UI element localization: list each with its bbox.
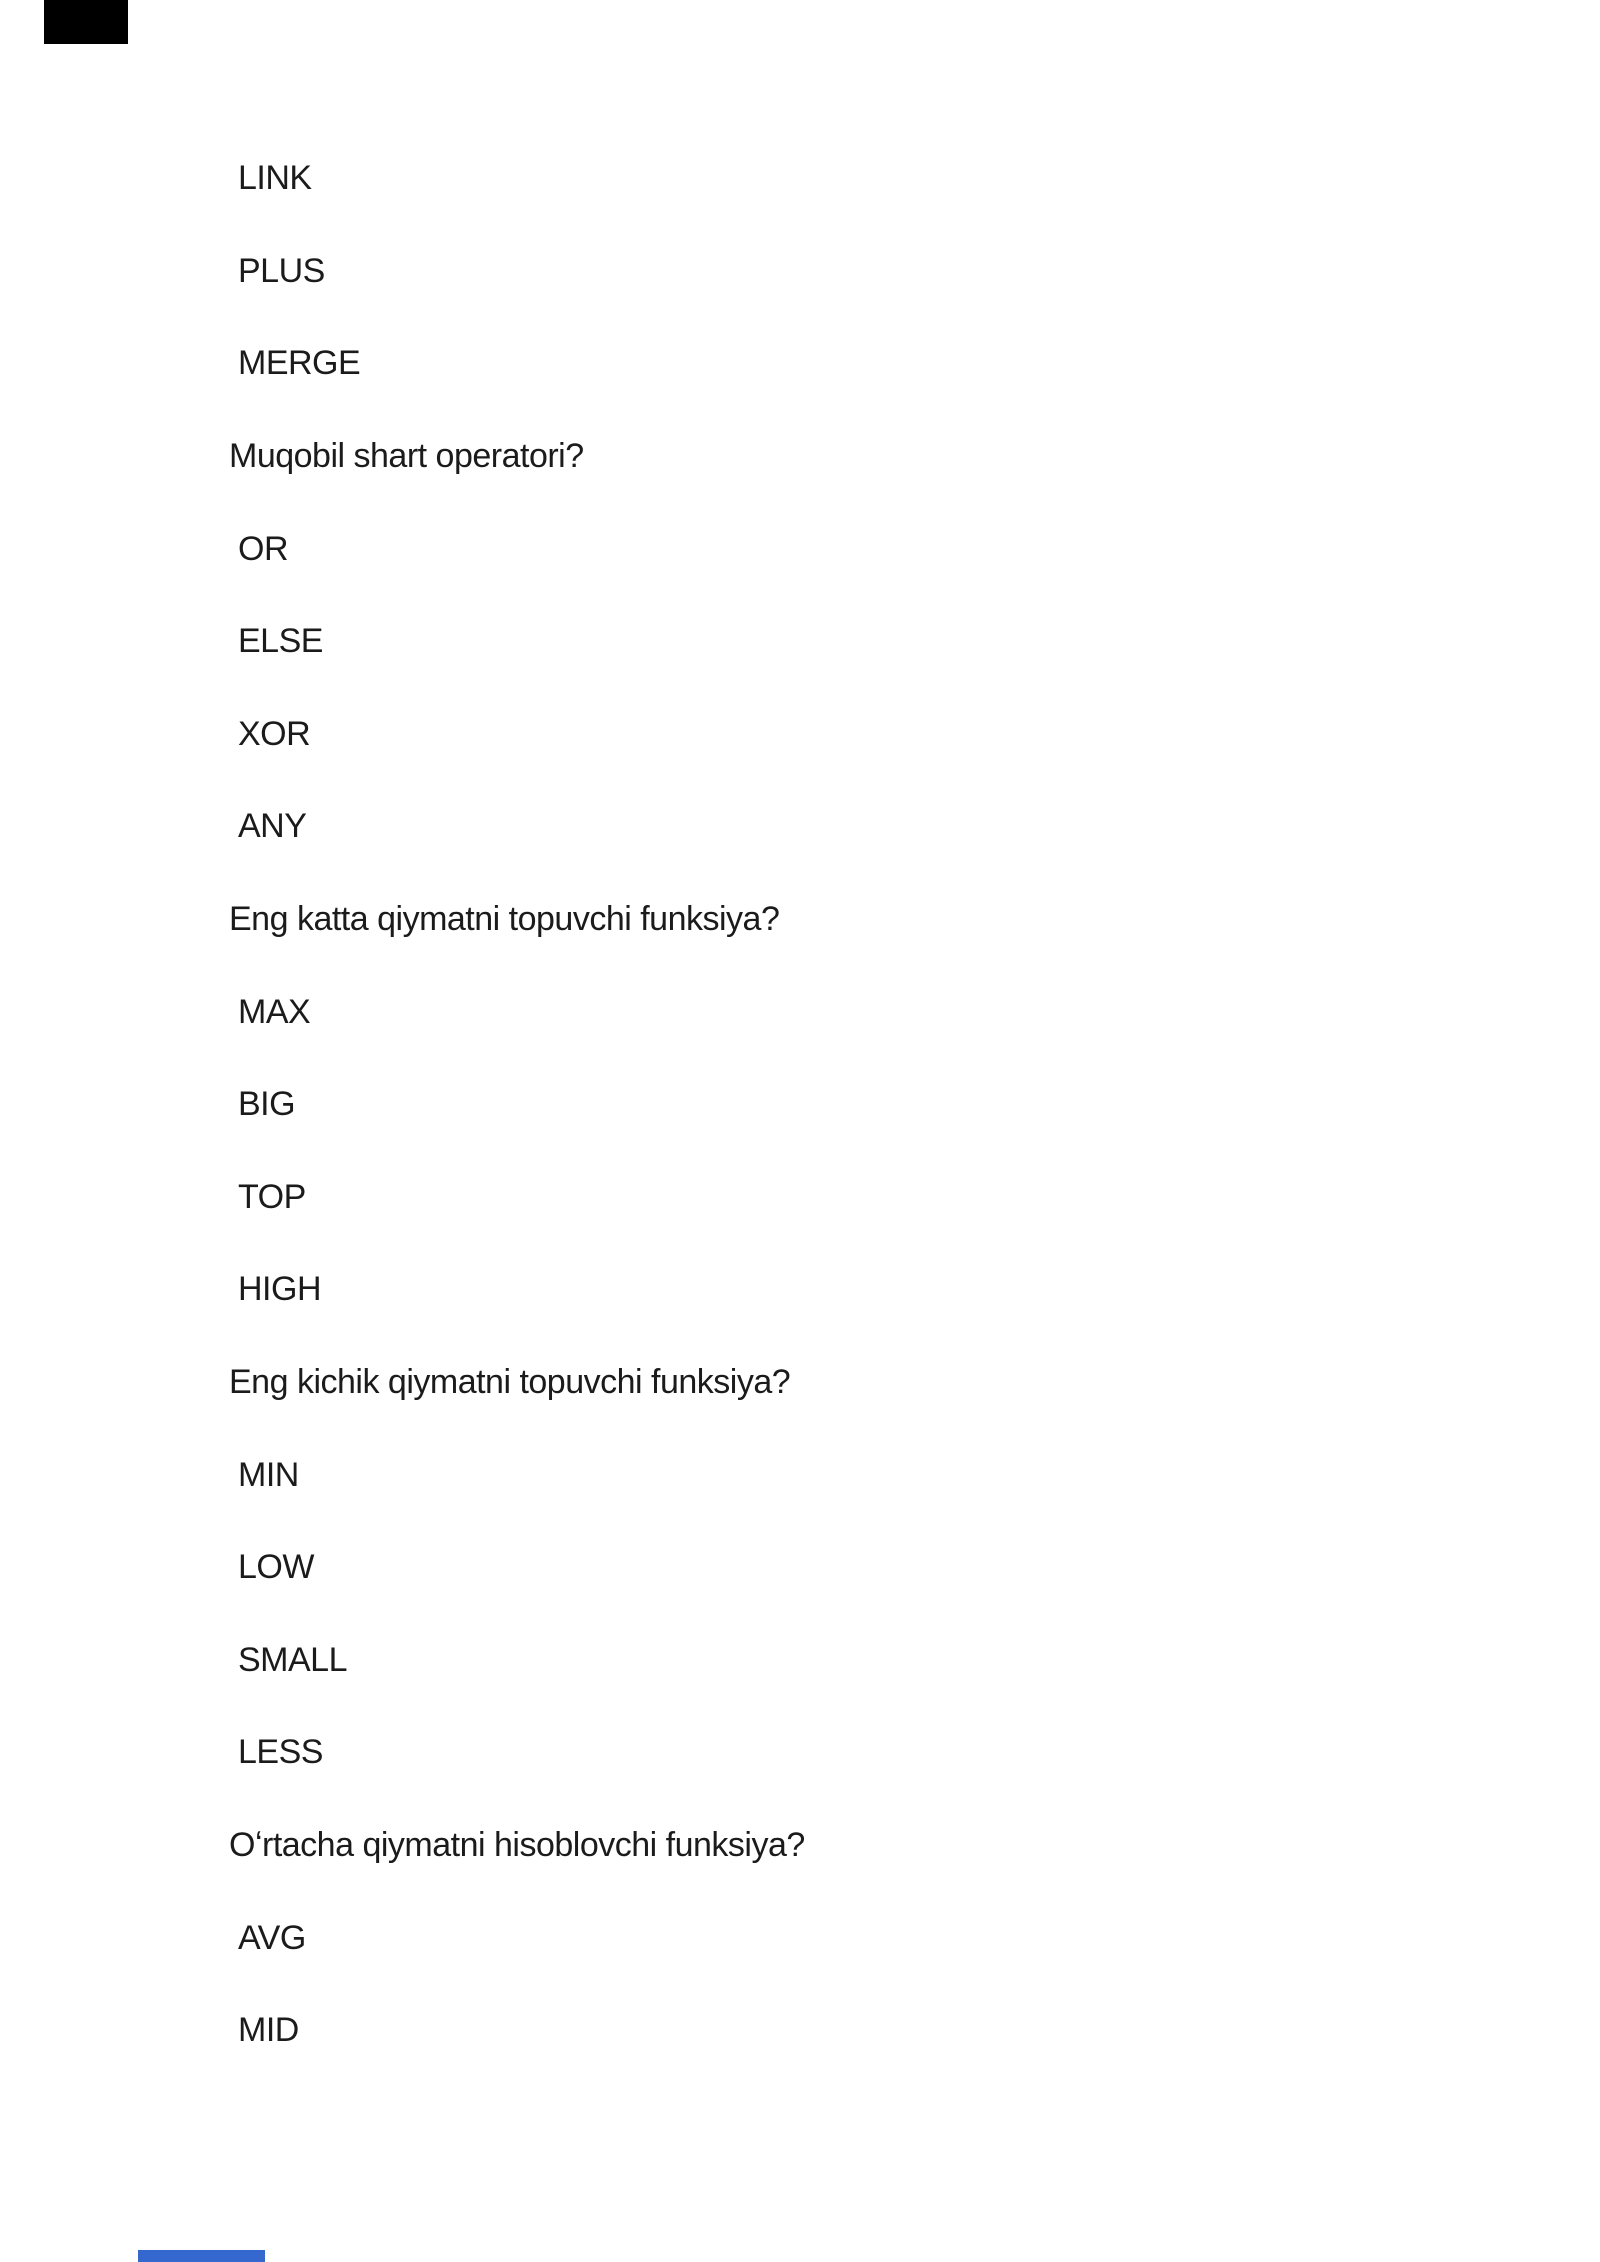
answer-option: AVG [238,1918,306,1957]
answer-option: LESS [238,1733,323,1772]
question-text: Muqobil shart operatori? [229,437,584,476]
answer-option: PLUS [238,251,325,290]
question-text: Eng katta qiymatni topuvchi funksiya? [229,900,780,939]
question-text: Oʻrtacha qiymatni hisoblovchi funksiya? [229,1825,805,1864]
answer-option: TOP [238,1177,306,1216]
answer-option: OR [238,529,288,568]
answer-option: ANY [238,807,307,846]
top-left-black-box [44,0,128,44]
answer-option: BIG [238,1085,296,1124]
quiz-lines [0,132,1600,2076]
answer-option: LOW [238,1548,314,1587]
answer-option: MID [238,2011,299,2050]
answer-option: MERGE [238,344,361,383]
answer-option: HIGH [238,1270,321,1309]
question-text: Eng kichik qiymatni topuvchi funksiya? [229,1363,791,1402]
answer-option: ELSE [238,622,323,661]
answer-option: MAX [238,992,311,1031]
answer-option: LINK [238,159,312,198]
answer-option: XOR [238,714,311,753]
answer-option: SMALL [238,1640,347,1679]
bottom-blue-bar [138,2250,265,2262]
answer-option: MIN [238,1455,299,1494]
